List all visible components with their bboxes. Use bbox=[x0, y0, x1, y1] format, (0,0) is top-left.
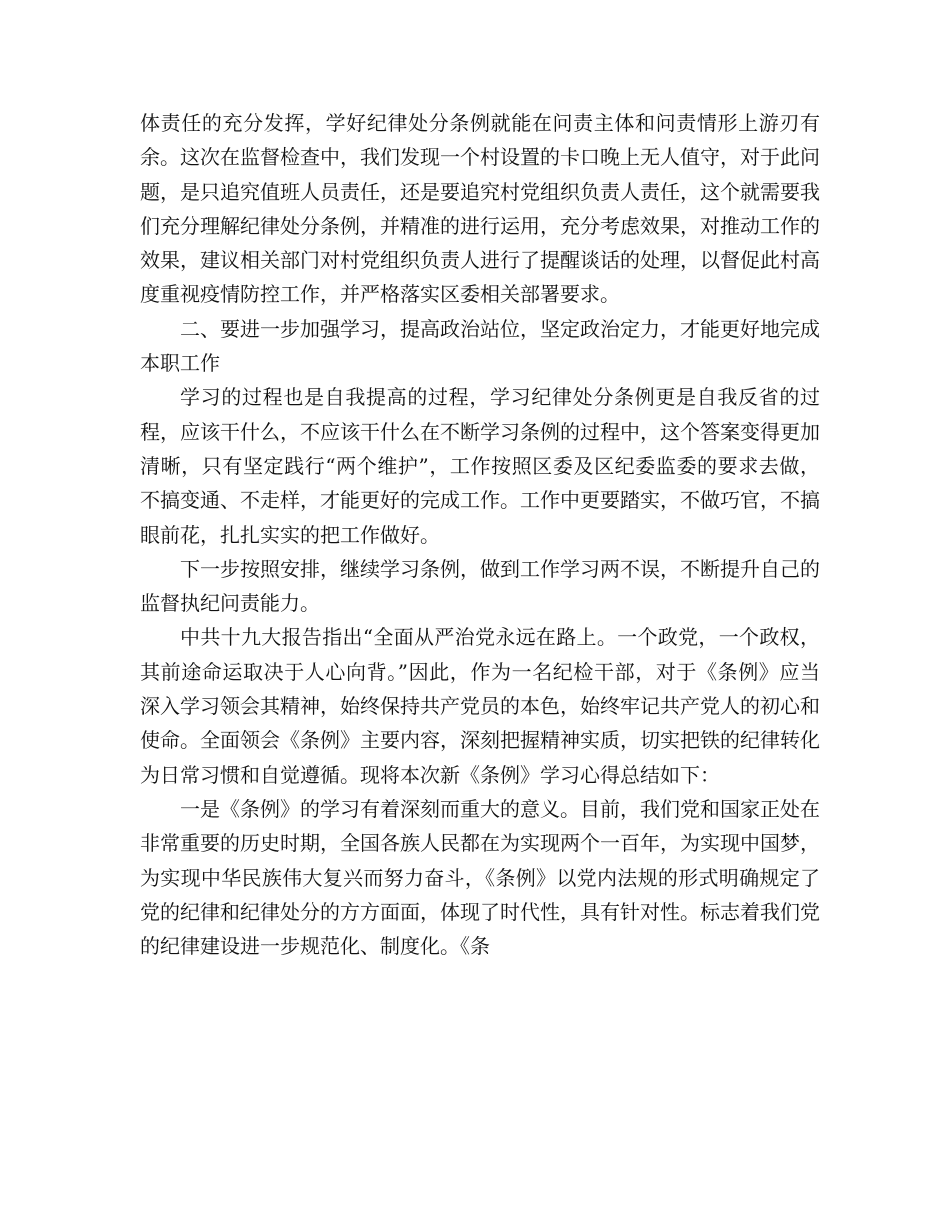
document-body bbox=[140, 106, 820, 963]
paragraph-6: 一是《条例》的学习有着深刻而重大的意义。目前，我们党和国家正处在非常重要的历史时期，全国各族人民都在为实现两个一百年，为实现中国梦，为实现中华民族伟大复兴而努力奋斗，《条例》以党内法规的形式明确规定了党的纪律和纪律处分的方方面面，体现了时代性，具有针对性。标志着我们党的纪律建设进一步规范化、制度化。《条 bbox=[140, 796, 820, 959]
paragraph-5: 中共十九大报告指出“全面从严治党永远在路上。一个政党，一个政权，其前途命运取决于人心向背。”因此，作为一名纪检干部，对于《条例》应当深入学习领会其精神，始终保持共产党员的本色，始终牢记共产党人的初心和使命。全面领会《条例》主要内容，深刻把握精神实质，切实把铁的纪律转化为日常习惯和自觉遵循。现将本次新《条例》学习心得总结如下： bbox=[140, 625, 820, 787]
paragraph-3: 学习的过程也是自我提高的过程，学习纪律处分条例更是自我反省的过程，应该干什么，不应该干什么在不断学习条例的过程中，这个答案变得更加清晰，只有坚定践行“两个维护”，工作按照区委及区纪委监委的要求去做，不搞变通、不走样，才能更好的完成工作。工作中更要踏实，不做巧官，不搞眼前花，扎扎实实的把工作做好。 bbox=[140, 385, 820, 547]
paragraph-1: 体责任的充分发挥，学好纪律处分条例就能在问责主体和问责情形上游刃有余。这次在监督检查中，我们发现一个村设置的卡口晚上无人值守，对于此问题，是只追究值班人员责任，还是要追究村党组织负责人责任，这个就需要我们充分理解纪律处分条例，并精准的进行运用，充分考虑效果，对推动工作的效果，建议相关部门对村党组织负责人进行了提醒谈话的处理，以督促此村高度重视疫情防控工作，并严格落实区委相关部署要求。 bbox=[140, 111, 820, 307]
paragraph-4: 下一步按照安排，继续学习条例，做到工作学习两不误，不断提升自己的监督执纪问责能力。 bbox=[140, 556, 820, 616]
section-heading-2: 二、要进一步加强学习，提高政治站位，坚定政治定力，才能更好地完成本职工作 bbox=[140, 316, 820, 376]
